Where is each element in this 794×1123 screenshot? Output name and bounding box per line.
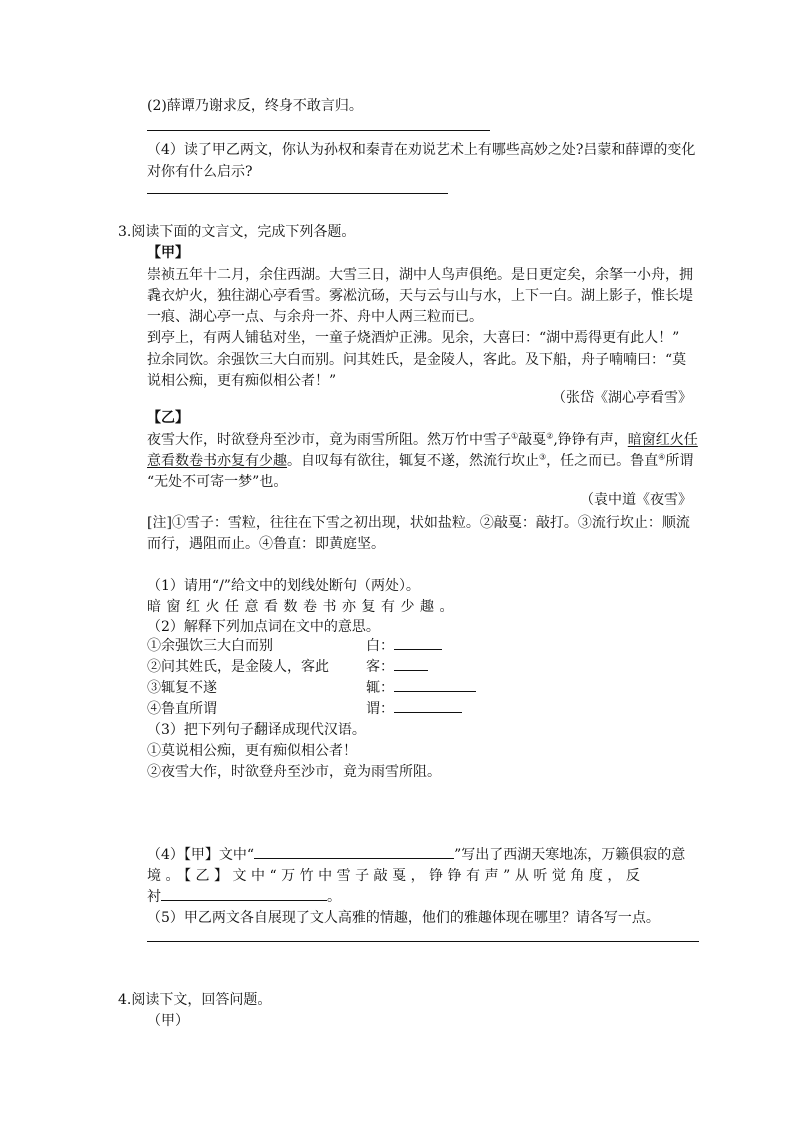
q3-s1-prompt: （1）请用“/”给文中的划线处断句（两处）。 — [147, 578, 420, 594]
answer-line — [147, 941, 699, 942]
q2-item4-line1: （4）读了甲乙两文，你认为孙权和秦青在劝说艺术上有哪些高妙之处?吕蒙和薛谭的变化 — [147, 142, 696, 158]
q3-s3-item2: ②夜雪大作，时欲登舟至沙市，竟为雨雪所阻。 — [147, 764, 441, 780]
q3-yi-line2: 意看数卷书亦复有少趣。自叹每有欲往，辄复不遂，然流行坎止③，任之而已。鲁直④所谓 — [147, 452, 694, 469]
q3-s2-item4: ④鲁直所谓 — [147, 701, 217, 717]
underlined-passage-part1: 暗窗红火任 — [627, 432, 698, 448]
q3-s3-item1: ①莫说相公痴，更有痴似相公者！ — [147, 743, 357, 759]
q3-jia-p1-line2: 毳衣炉火，独往湖心亭看雪。雾凇沆砀，天与云与山与水，上下一白。湖上影子，惟长堤 — [147, 288, 693, 304]
q3-jia-label: 【甲】 — [147, 245, 189, 261]
q3-jia-p1-line1: 崇祯五年十二月，余住西湖。大雪三日，湖中人鸟声俱绝。是日更定矣，余拏一小舟，拥 — [147, 267, 693, 283]
q3-yi-line3: “无处不可寄一梦”也。 — [147, 474, 288, 490]
q3-s2-item1-answer: 白： — [366, 636, 442, 656]
q3-s4-line1: （4）【甲】文中“ ”写出了西湖天寒地冻，万籁俱寂的意 — [147, 847, 686, 863]
q3-note-line1: [注]①雪子：雪粒，往往在下雪之初出现，状如盐粒。②敲戛：敲打。③流行坎止：顺流 — [147, 515, 690, 531]
q3-s1-text: 暗窗红火任意看数卷书亦复有少趣。 — [147, 599, 459, 615]
q2-item2: (2)薛谭乃谢求反，终身不敢言归。 — [147, 98, 363, 114]
answer-line — [147, 193, 448, 194]
q3-jia-p2-line2: 拉余同饮。余强饮三大白而别。问其姓氏，是金陵人，客此。及下船，舟子喃喃曰：“莫 — [147, 352, 687, 368]
q2-item4-line2: 对你有什么启示? — [147, 164, 253, 180]
q3-s5-prompt: （5）甲乙两文各自展现了文人高雅的情趣，他们的雅趣体现在哪里？请各写一点。 — [147, 910, 660, 926]
answer-blank[interactable] — [254, 857, 454, 859]
q3-s2-prompt: （2）解释下列加点词在文中的意思。 — [147, 619, 380, 635]
q3-s2-item3-answer: 辄： — [366, 678, 476, 698]
q3-jia-p1-line3: 一痕、湖心亭一点、与余舟一芥、舟中人两三粒而已。 — [147, 309, 483, 325]
q4-jia-label: （甲） — [147, 1013, 189, 1029]
q3-s3-prompt: （3）把下列句子翻译成现代汉语。 — [147, 722, 366, 738]
q4-heading: 4.阅读下文，回答问题。 — [118, 992, 272, 1008]
answer-blank[interactable] — [394, 669, 428, 671]
q3-s2-item3: ③辄复不遂 — [147, 680, 217, 696]
answer-blank[interactable] — [394, 690, 476, 692]
q3-jia-source: （张岱《湖心亭看雪》 — [552, 390, 692, 406]
answer-line — [147, 130, 490, 131]
q3-s4-line2: 境。【乙】文中“万竹中雪子敲戛，铮铮有声”从听觉角度，反 — [147, 868, 645, 884]
q3-yi-label: 【乙】 — [147, 410, 189, 426]
answer-blank[interactable] — [394, 711, 462, 713]
q3-jia-p2-line3: 说相公痴，更有痴似相公者！” — [147, 373, 337, 389]
q3-yi-line1: 夜雪大作，时欲登舟至沙市，竟为雨雪所阻。然万竹中雪子①敲戛②,铮铮有声，暗窗红火任 — [147, 431, 698, 448]
q3-note-line2: 而行，遇阻而止。④鲁直：即黄庭坚。 — [147, 536, 385, 552]
q3-heading: 3.阅读下面的文言文，完成下列各题。 — [118, 224, 356, 240]
q3-s2-item2-answer: 客： — [366, 657, 428, 677]
answer-blank[interactable] — [394, 648, 442, 650]
answer-blank[interactable] — [161, 899, 327, 901]
underlined-passage-part2: 意看数卷书亦复有少趣 — [147, 453, 287, 469]
q3-yi-source: （袁中道《夜雪》 — [580, 492, 692, 508]
q3-s2-item2: ②问其姓氏，是金陵人，客此 — [147, 659, 329, 675]
q3-s2-item4-answer: 谓： — [366, 699, 462, 719]
q3-jia-p2-line1: 到亭上，有两人铺毡对坐，一童子烧酒炉正沸。见余，大喜曰：“湖中焉得更有此人！” — [147, 330, 680, 346]
q3-s2-item1: ①余强饮三大白而别 — [147, 638, 273, 654]
q3-s4-line3: 衬 。 — [147, 889, 341, 905]
